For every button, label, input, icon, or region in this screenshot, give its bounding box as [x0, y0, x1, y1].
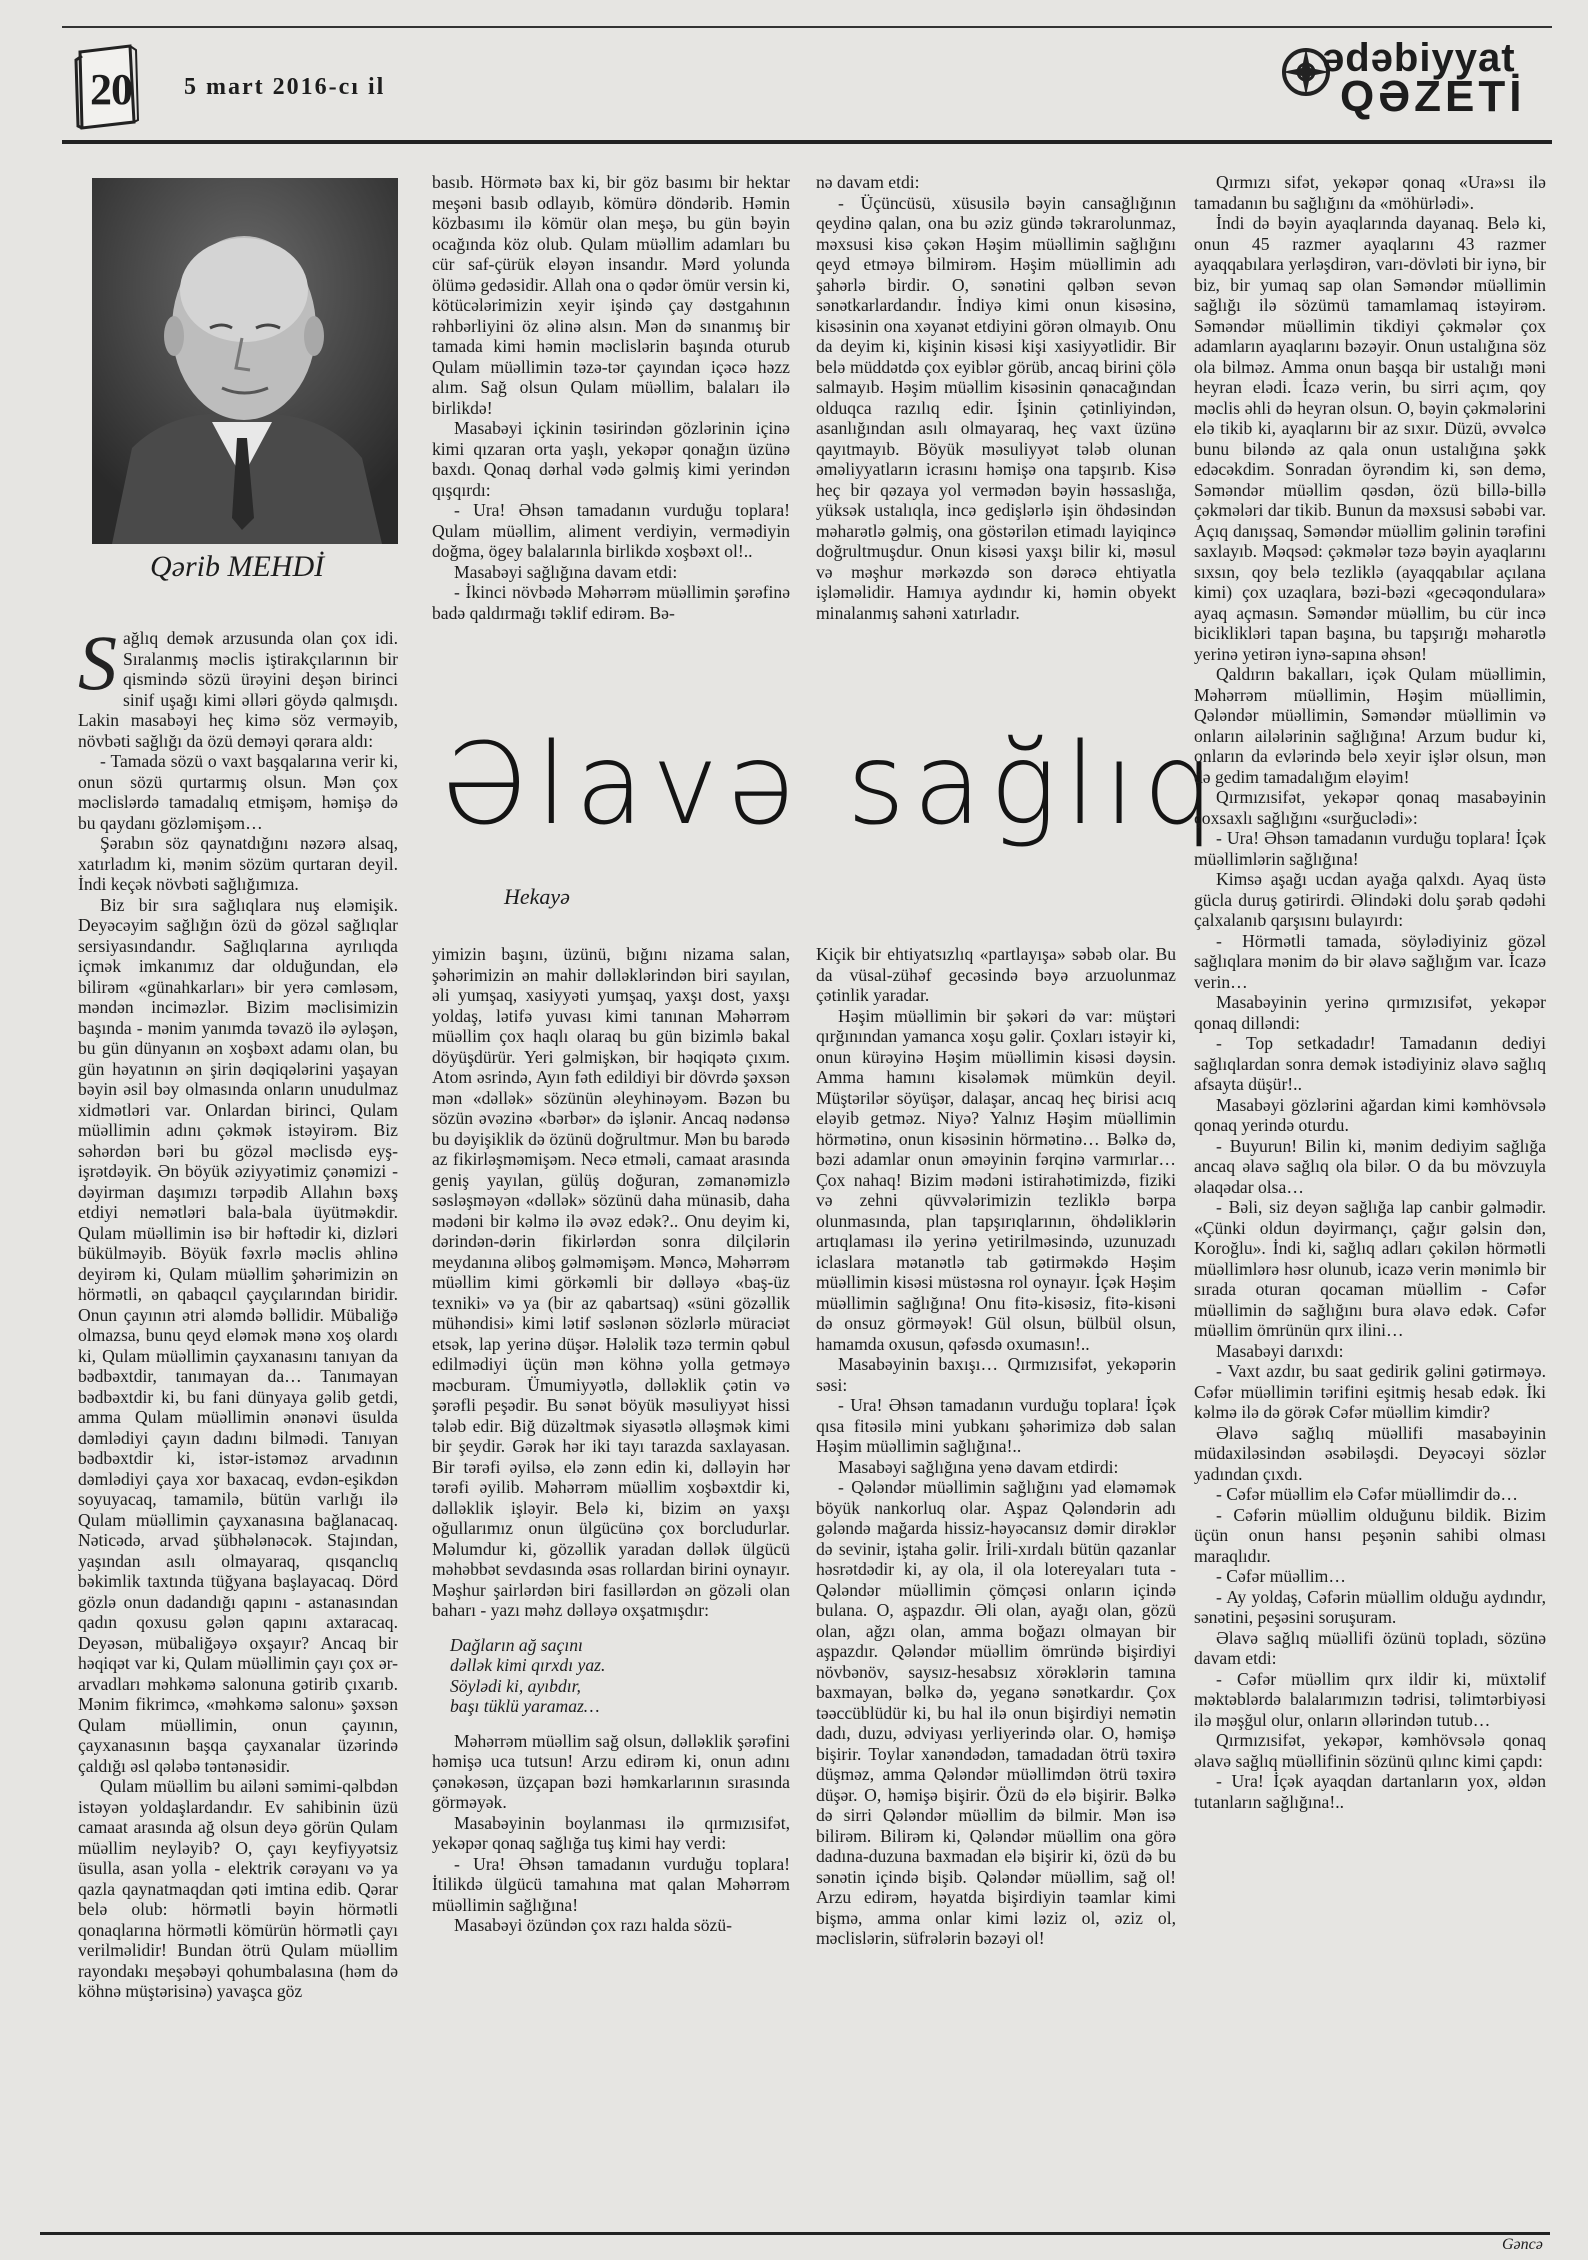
poem-line: başı tüklü yaramaz… [450, 1696, 600, 1716]
poem-line: Söylədi ki, ayıbdır, [450, 1675, 581, 1696]
paragraph: - Hörmətli tamada, söylədiyiniz gözəl sağlıqlara mənim də bir əlavə sağlığım var. İcazə verin… [1194, 930, 1546, 992]
author-photo [92, 178, 398, 544]
paragraph: Həşim müəllimin bir şəkəri də var: müştəri qırğınından yamanca xoşu gəlir. Çoxları istəyir ki, onun kürəyinə Həşim müəllimin kisəsi dəysin. Amma hamını kisələmək mümkün deyil. Müştərilər söyüşər, dalaşar, ancaq heç birisi acıq eləyib getməz. Niyə? Yalnız Həşim müəllimin hörmətinə, onun kisəsinin hörmətinə… Bəlkə də, bəzi adamlar onun əməyinin fərqinə varmırlar… Çox nahaq! Bizim mədəni istirahətimizdə, fiziki və zehni qüvvələrimizin tezliklə bərpa olunmasında, plan tapşırıqlarının, öhdəliklərin artıqlaması ilə yerinə yetirilməsində, uzunuzadı iclaslara mətanətlə tab gətirməkdə Həşim müəllimin kisəsi müstəsna rol oynayır. İçək Həşim müəllimin sağlığına! Onu fitə-kisəsiz, fitə-kisəni də onsuz görməyək! Gül olsun, bülbül olsun, hamamda oxusun, qəfəsdə oxumasın!.. [816, 1005, 1176, 1354]
paragraph: Kimsə aşağı ucdan ayağa qalxdı. Ayaq üstə gücla duruş gətirirdi. Əlindəki dolu şərab qədəhi çalxalanıb qarşısını bulayırdı: [1194, 869, 1546, 930]
paragraph: - Cəfər müəllim qırx ildir ki, müxtəlif məktəblərdə balalarımızın tədrisi, təlimtərbiyəsi ilə məşğul olur, onların əllərindən tutub… [1194, 1668, 1546, 1730]
paragraph: - Ay yoldaş, Cəfərin müəllim olduğu aydındır, sənətini, peşəsini soruşuram. [1194, 1586, 1546, 1627]
poem-line: Dağların ağ saçını [450, 1634, 583, 1655]
paragraph: Qulam müəllim bu ailəni səmimi-qəlbdən istəyən yoldaşlardandır. Ev sahibinin üzü camaat arasında ağ olsun deyə görün Qulam müəllim neyləyib? O, çayı keyfiyyətsiz üsulla, asan yolla - elektrik cərəyanı və ya qazla qaynatmaqdan qəti imtina edib. Qərar belə olub: hörmətli bəyin hörmətli qonaqlarına hörmətli kömürün hörmətli çayı verilməlidir! Bundan ötrü Qulam müəllim rayondakı meşəbəyi qohumbalasına (həm də köhnə müştərisinə) yavaşca göz [78, 1776, 398, 2001]
paragraph: Qırmızı sifət, yekəpər qonaq «Ura»sı ilə tamadanın bu sağlığını da «möhürlədi». [1194, 172, 1546, 213]
paragraph: - Ura! Əhsən tamadanın vurduğu toplara! İçək müəllimlərin sağlığına! [1194, 828, 1546, 869]
paragraph: Məhərrəm müəllim sağ olsun, dəlləklik şərəfini həmişə uca tutsun! Arzu edirəm ki, onun adını çənəkəsən, üzçapan bəzi həmkarlarının sırasında görməyək. [432, 1730, 790, 1812]
article-column-3-bottom [816, 944, 1176, 2226]
paragraph: Qaldırın bakalları, içək Qulam müəllimin, Məhərrəm müəllimin, Həşim müəllimin, Qələndər müəllimin, Səməndər müəllimin və onların ailələrinin sağlığına! Arzum budur ki, onların da evlərində belə xeyir işlər olsun, mən də gedim tamadalığım eləyim! [1194, 664, 1546, 787]
article-column-3-top [816, 172, 1176, 724]
poem-line: dəllək kimi qırxdı yaz. [450, 1655, 606, 1675]
article-column-2-top [432, 172, 790, 724]
paragraph: - Cəfər müəllim… [1216, 1566, 1346, 1586]
author-name: Qərib MEHDİ [150, 550, 325, 583]
article-title: Əlavə sağlıq [440, 720, 1223, 850]
paragraph: yimizin başını, üzünü, bığını nizama salan, şəhərimizin ən mahir dəlləklərindən biri sayılan, əli yumşaq, xasiyyəti yumşaq, yaxşı dost, yaxşı yoldaş, lətifə yuvası kimi tanınan Məhərrəm müəllim çox haqlı olaraq bu gün bizimlə bakal döyüşdürür. Yeri gəlmişkən, bir həqiqətə çıxım. Atom əsrində, Ayın fəth edildiyi bir dövrdə şəxsən mən «dəllək» sözünün əleyhinəyəm. Bəzən bu sözün əvəzinə «bərbər» də işlənir. Ancaq nədənsə bu dəyişiklik də özünü doğrultmur. Mən bu barədə az fikirləşməmişəm. Necə etməli, camaat arasında geniş yayılan, gülüş doğuran, zəmanəmizlə səsləşməyən «dəllək» sözünü daha münasib, daha mədəni bir kəlmə ilə əvəz edək?.. Onu deyim ki, dərindən-dərin fikirlərdən sonra dilçilərin meydanına əliboş gəlməmişəm. Məncə, Məhərrəm müəllim kimi görkəmli bir dəlləyə «baş-üz texniki» və ya (bir az qabartsaq) «süni gözəllik mühəndisi» kimi lətif səslənən sözlərlə müraciət etsək, lap yerinə düşər. Hələlik təzə termin qəbul edilmədiyi üçün mən köhnə yolla getməyə məcburam. Ümumiyyətlə, dəlləklik çətin və şərəfli peşədir. Bu sənət böyük məsuliyyət hissi tələb edir. Biğ düzəltmək siyasətlə əlləşmək kimi bir şeydir. Gərək hər iki tayı tarazda saxlayasan. Bir tərəfi əyilsə, elə zənn edin ki, dəlləyin hər tərəfi əyilib. Məhərrəm müəllim xoşbəxtdir ki, dəlləklik işləyir. Belə ki, bizim ən yaxşı oğullarımız onun ülgücünə çox borcludurlar. Məlumdur ki, gözəllik yaradan dəllək ülgücü məhəbbət sevdasında əsas rollardan birini oynayır. Məşhur şairlərdən biri fasillərdən ən gözəli olan baharı - yazı məhz dəlləyə oxşatmışdır: [432, 944, 790, 1620]
paragraph: ağlıq demək arzusunda olan çox idi. Sıralanmış məclis iştirakçılarının bir qismində sözü ürəyini deşən birinci sinif uşağı kimi əlləri göydə qalmışdı. Lakin masabəyi heç kimə söz verməyib, növbəti sağlığı da özü deməyi qərara aldı: [78, 628, 398, 751]
paragraph: Əlavə sağlıq müəllifi masabəyinin müdaxiləsindən əsəbiləşdi. Deyəcəyi sözlər yadından çıxdı. [1194, 1422, 1546, 1484]
paragraph: Qırmızısifət, yekəpər qonaq masabəyinin çoxsaxlı sağlığını «surğuclədi»: [1194, 787, 1546, 828]
paragraph: basıb. Hörmətə bax ki, bir göz basımı bir hektar meşəni basıb odlayıb, kömürə döndərib. Həmin közbasımı ilə kömür olan meşə, bu gün bəyin ocağında köz olub. Qulam müəllim adamları bu cür saf-çürük eləyən insandır. Mərd yolunda ölümə gedəsidir. Allah ona o qədər ömür versin ki, kötücələrimizin xeyir işində çay dəstgahının rəhbərliyini öz əlinə alsın. Mən də sınanmış bir tamada kimi həmin məclislərin başında oturub Qulam müəllimin təzə-tər çayından içəcə həzz alım. Sağ olsun Qulam müəllim, balaları ilə birlikdə! [432, 172, 790, 418]
paragraph: Qırmızısifət, yekəpər, kəmhövsələ qonaq əlavə sağlıq müəllifinin sözünü qılınc kimi çapdı: [1194, 1730, 1546, 1771]
paragraph: Masabəyinin yerinə qırmızısifət, yekəpər qonaq dilləndi: [1194, 992, 1546, 1033]
header-rule [62, 140, 1552, 144]
paragraph: Masabəyi sağlığına davam etdi: [454, 561, 678, 582]
paragraph: Masabəyinin boylanması ilə qırmızısifət, yekəpər qonaq sağlığa tuş kimi hay verdi: [432, 1812, 790, 1853]
paragraph: - Buyurun! Bilin ki, mənim dediyim sağlığa ancaq əlavə sağlıq ola bilər. O da bu mövzuyla əlaqədar olsa… [1194, 1135, 1546, 1197]
paragraph: - Ura! Əhsən tamadanın vurduğu toplara! İtilikdə ülgücü tamahına mat qalan Məhərrəm müəllimin sağlığına! [432, 1853, 790, 1915]
paragraph: - Ura! İçək ayaqdan dartanların yox, əldən tutanların sağlığına!.. [1194, 1771, 1546, 1812]
paragraph: Masabəyi içkinin təsirindən gözlərinin içinə kimi qızaran orta yaşlı, yekəpər qonağın üzünə baxdı. Qonaq dərhal vədə gəlmiş kimi yerindən qışqırdı: [432, 418, 790, 500]
paragraph: nə davam etdi: [816, 172, 920, 192]
paragraph: - İkinci növbədə Məhərrəm müəllimin şərəfinə badə qaldırmağı təklif edirəm. Bə- [432, 582, 790, 623]
paragraph: İndi də bəyin ayaqlarında dayanaq. Belə ki, onun 45 razmer ayaqlarını 43 razmer ayaqqabılara yerləşdirən, varı-dövləti bir iynə, bir biz, bir yumaq sap olan Səməndər müəllimin sağlığı ilə sözümü tamamlamaq istəyirəm. Səməndər müəllimin tikdiyi çəkmələr çox adamların ayaqlarını bəzəyir. Onun ustalığına söz ola bilməz. Amma onun başqa bir ustalığı məni heyran elədi. İcazə verin, bu sirri açım, qoy məclis əhli də heyran olsun. O, bəyin çəkmələrini elə tikib ki, ayaqlarını bir az sıxır. Düzü, əvvəlcə bunu biləndə az qala onun ustalığına şəkk edəcəkdim. Sonradan öyrəndim ki, sən demə, Səməndər müəllim qəsdən, özü billə-billə çəkmələri dar tikib. Bunun da məxsusi səbəbi var. Açıq danışsaq, Səməndər müəllim gəlinin tərəfini saxlayıb. Məqsəd: çəkmələr təzə bəyin ayaqlarını sıxsın, qoy belə tezliklə (ayaqqabılar açılana kimi) çox uzaqlara, bəzi-bəzi «gecəqondulara» ayaq açmasın. Səməndər müəllim, bu cür incə biciklikləri tapan başına, bu tapşırığı məharətlə yerinə yetirən iynə-sapına əhsən! [1194, 213, 1546, 664]
paragraph: Əlavə sağlıq müəllifi özünü topladı, sözünə davam etdi: [1194, 1627, 1546, 1668]
paragraph: - Vaxt azdır, bu saat gedirik gəlini gətirməyə. Cəfər müəllimin tərifini eşitmiş hesab edək. İki kəlmə ilə də görək Cəfər müəllim kimdir? [1194, 1361, 1546, 1422]
drop-cap: S [78, 628, 117, 706]
paragraph: Masabəyi özündən çox razı halda sözü- [454, 1915, 732, 1935]
paragraph: - Ura! Əhsən tamadanın vurduğu toplara! Qulam müəllim, aliment verdiyin, vermədiyin doğma, ögey balalarınla birlikdə xoşbəxt ol!.. [432, 500, 790, 561]
article-subtitle: Hekayə [504, 884, 570, 909]
paragraph: - Üçüncüsü, xüsusilə bəyin cansağlığının qeydinə qalan, ona bu əziz gündə təkrarolunmaz, məxsusi kisə çəkən Həşim müəllimin sağlığını qeyd etməyə bilmirəm. Həşim müəllimin adı şahərlə birdir. O, sənətini qəlbən sevən sənətkarlardandır. İndiyə kimi onun kisəsinə, kisəsinin ona xəyanət etdiyini görən olmayıb. Onu da deyim ki, kişinin kisəsi kişi xasiyyətlidir. Bir belə müddətdə çox eyiblər görüb, ancaq birini çölə salmayıb. Həşim müəllim kisəsinin qənacağından olduqca razılıq edir. İşinin çətinliyindən, asanlığından asılı olmayaraq, heç vaxt üzünə qayıtmayıb. Böyük məsuliyyət tələb olunan əməliyyatların icrasını həmişə ona tapşırıb. Kisə heç bir qəzaya yol vermədən bəyin həssaslığa, yüksək ustalıqla, incə gedişlərlə işin öhdəsindən məharətlə gəlmiş, ona göstərilən etimadı layiqincə doğrultmuşdur. Onun kisəsi yaxşı bilir ki, məsul və məşhur mərkəzdə son dərəcə ehtiyatla işləməlidir. Hamıya aydındır ki, həmin obyekt minalanmış sahəni xatırladır. [816, 192, 1176, 623]
paragraph: - Cəfər müəllim elə Cəfər müəllimdir də… [1216, 1484, 1518, 1504]
paragraph: Masabəyinin baxışı… Qırmızısifət, yekəpərin səsi: [816, 1354, 1176, 1395]
issue-date: 5 mart 2016-cı il [184, 74, 386, 100]
paragraph: - Qələndər müəllimin sağlığını yad eləməmək böyük nankorluq olar. Aşpaz Qələndərin adı gələndə mağarda hissiz-həyəcansız dəmir dirəklər də sevinir, iştaha gəlir. İrili-xırdalı bütün qazanlar həsrətdədir ki, ay ola, il ola lotereyaları tuta - Qələndər müəllimin çömçəsi onların içində bulana. O, aşpazdır. Əli olan, ayağı olan, gözü olan, ağzı olan, amma boğazı olmayan bir aşpazdır. Qələndər müəllim ömründə bişirdiyi növbənöv, saysız-hesabsız xörəklərin tamına baxmayan, bəlkə də, yeganə sənətkardır. Çox təəccüblüdür ki, bu hal ilə onun bişirdiyi nemətin dadı, duzu, ədviyası yerliyerində olar. O, həmişə bişirir. Toylar xanəndədən, tamadadan ötrü təxirə düşməz, amma Qələndər müəllimdən ötrü təxirə düşər. O, həmişə bişirir. Özü də elə bişirir. Bəlkə də sirri Qələndər müəllim də bilmir. Mən isə bilirəm. Bilirəm ki, Qələndər müəllim ona görə dadına-duzuna baxmadan elə bişirir ki, özü də bu sənətin içində bişib. Qələndər müəllim, sağ ol! Arzu edirəm, həyatda bişirdiyin təamlar kimi bişmə, amma onlar kimi ləziz ol, əziz ol, məclislərin, süfrələrin bəzəyi ol! [816, 1477, 1176, 1948]
paragraph: - Cəfərin müəllim olduğunu bildik. Bizim üçün onun hansı peşənin sahibi olması maraqlıdır. [1194, 1504, 1546, 1566]
paragraph: - Bəli, siz deyən sağlığa lap canbir gəlmədir. «Çünki oldun dəyirmançı, çağır gəlsin dən, Koroğlu». İndi ki, sağlıq adları çəkilən hörmətli müəllimlərə həsr olunub, icazə verin mənimlə bir sırada oturan qocaman müəllim - Cəfər müəllimin də sağlığını bura əlavə edək. Cəfər müəllim ömrünün qırx ilini… [1194, 1197, 1546, 1340]
masthead-top: ədəbiyyat [1322, 36, 1516, 80]
paragraph: - Tamada sözü o vaxt başqalarına verir ki, onun sözü qurtarmış olsun. Mən çox məclislərdə tamadalıq etmişəm, həmişə də bu qaydanı gözləmişəm… [78, 751, 398, 833]
article-city: Gəncə [1502, 2236, 1543, 2253]
paragraph: - Ura! Əhsən tamadanın vurduğu toplara! İçək qısa fitəsilə mini yubkanı şəhərimizə dəb salan Həşim müəllimin sağlığına!.. [816, 1395, 1176, 1456]
article-column-1 [78, 628, 398, 2216]
paragraph: - Top setkadadır! Tamadanın dediyi sağlıqlardan sonra demək istədiyiniz əlavə sağlıq afsayta düşür!.. [1194, 1033, 1546, 1094]
paragraph: Masabəyi sağlığına yenə davam etdirdi: [838, 1456, 1119, 1477]
paragraph: Masabəyi darıxdı: [1216, 1340, 1344, 1361]
article-column-4 [1194, 172, 1546, 2220]
bottom-rule [40, 2232, 1550, 2235]
masthead-bottom: QƏZETİ [1340, 72, 1526, 121]
paragraph: Biz bir sıra sağlıqlara nuş eləmişik. Deyəcəyim sağlığın özü də gözəl sağlıqlar sersiyasındandır. Sağlıqlarına ayrılıqda içmək imkanımız dar olduğundan, elə bilirəm «günahkarları» bir yerə cəmləsəm, məndən inciməzlər. Bizim məclisimizin başında - mənim yanımda təvazö ilə əyləşən, bu gün dünyanın ən xoşbəxt adamı olan, bu gün həyatının ən şirin dəqiqələrini yaşayan bəyin əsil bəy olmasında onların unudulmaz xidmətləri var. Onlardan birinci, Qulam müəllimin adını çəkmək istəyirəm. Biz səhərdən bəri bu gözəl məclisdə eyş-işrətdəyik. Ən böyük əziyyətimiz çənəmizi - dəyirman daşımızı tərpədib Allahın bəxş etdiyi nemətləri bala-bala üyütməkdir. Qulam müəllimin isə bir həftədir ki, dizləri bükülməyib. Böyük fəxrlə məclis əhlinə deyirəm ki, Qulam müəllim şəhərimizin ən hörmətli, ən qabaqcıl çayçılarından biridir. Onun çayının ətri aləmdə bəllidir. Mübaliğə olmazsa, bunu qeyd eləmək mənə xoş olardı ki, Qulam müəllimin çayxanasını tanıyan da bədbəxtdir, tanımayan da… Tanımayan bədbəxtdir ki, bu fani dünyaya gəlib getdi, amma Qulam müəllimin ənənəvi üsulda dəmlədiyi çayın dadını bilmədi. Tanıyan bədbəxtdir ki, istər-istəməz arvadının dəmlədiyi çaya xor baxacaq, evdən-eşikdən soyuyacaq, tamamilə, bütün varlığı ilə Qulam müəllimin çayxanasına bağlanacaq. Nəticədə, arvad şübhələnəcək. Stajından, yaşından asılı olmayaraq, qısqanclıq bəkimlik taxtında tüğyana başlayacaq. Dörd gözlə onun dadandığı qapını - astanasından qadın qoxusu gələn qapını axtaracaq. Deyəsən, mübaliğəyə oxşayır? Ancaq bir həqiqət var ki, Qulam müəllimin çayı çox ər-arvadları məhkəmə salonuna gətirib çıxarıb. Mənim fikrimcə, «məhkəmə salonu» şəxsən Qulam müəllimin, onun çayının, çayxanasının başqa çayxanalar üzərində çaldığı əsl qələbə təntənəsidir. [78, 894, 398, 1776]
poem [450, 1635, 790, 1717]
top-rule [62, 26, 1552, 28]
page-number: 20 [90, 65, 132, 114]
article-column-2-bottom [432, 944, 790, 2226]
paragraph: Kiçik bir ehtiyatsızlıq «partlayışa» səbəb olar. Bu da vüsal-zühəf gecəsində bəyə arzuolunmaz çətinlik yaradar. [816, 944, 1176, 1005]
paragraph: Şərabın söz qaynatdığını nəzərə alsaq, xatırladım ki, mənim sözüm qurtaran deyil. İndi keçək növbəti sağlığımıza. [78, 833, 398, 894]
paragraph: Masabəyi gözlərini ağardan kimi kəmhövsələ qonaq yerində oturdu. [1194, 1094, 1546, 1135]
